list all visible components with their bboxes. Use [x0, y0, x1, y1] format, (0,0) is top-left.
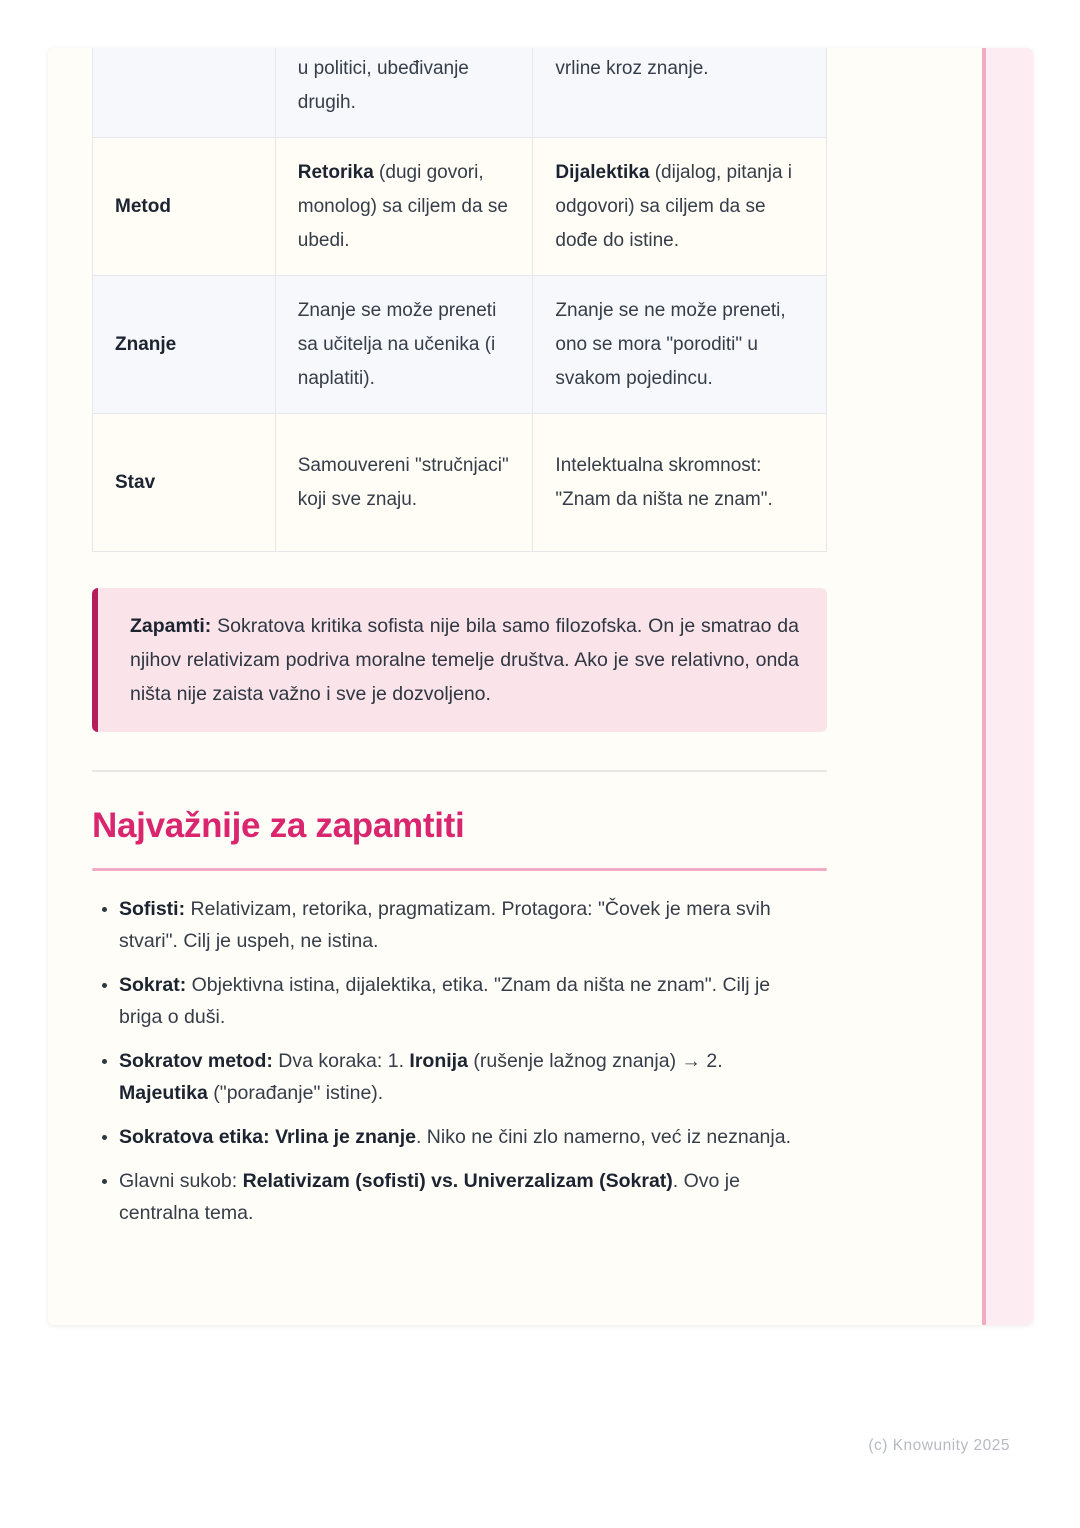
table-row-label: Znanje — [93, 276, 276, 414]
section-title-underline — [92, 868, 827, 871]
page-right-accent-strip — [982, 48, 1033, 1325]
table-cell-sokrat: vrline kroz znanje. — [533, 48, 827, 138]
table-cell-sofisti: Retorika (dugi govori, monolog) sa ciljem da se ubedi. — [275, 138, 533, 276]
table-row-label: Metod — [93, 138, 276, 276]
section-divider — [92, 770, 827, 772]
table-cell-sofisti: Znanje se može preneti sa učitelja na učenika (i naplatiti). — [275, 276, 533, 414]
summary-item-sofisti: • Sofisti: Relativizam, retorika, pragmatizam. Protagora: "Čovek je mera svih stvari". Cilj je uspeh, ne istina. — [119, 893, 812, 957]
table-cell-sokrat: Dijalektika (dijalog, pitanja i odgovori) sa ciljem da se dođe do istine. — [533, 138, 827, 276]
section-title: Najvažnije za zapamtiti — [92, 806, 465, 845]
table-row — [93, 414, 827, 552]
notes-page-card — [48, 48, 1033, 1325]
summary-item-sokrat: • Sokrat: Objektivna istina, dijalektika, etika. "Znam da ništa ne znam". Cilj je briga o duši. — [119, 969, 812, 1033]
table-row — [93, 48, 827, 138]
table-row-label — [93, 48, 276, 138]
table-row — [93, 276, 827, 414]
comparison-table — [92, 48, 827, 552]
table-cell-sofisti: Samouvereni "stručnjaci" koji sve znaju. — [275, 414, 533, 552]
summary-item-sokratova-etika: • Sokratova etika: Vrlina je znanje. Niko ne čini zlo namerno, već iz neznanja. — [119, 1121, 812, 1153]
copyright-footer: (c) Knowunity 2025 — [868, 1437, 1010, 1454]
table-row-label: Stav — [93, 414, 276, 552]
page-content — [92, 48, 827, 1241]
summary-list — [92, 893, 812, 1229]
table-row — [93, 138, 827, 276]
summary-item-sokratov-metod: • Sokratov metod: Dva koraka: 1. Ironija (rušenje lažnog znanja) → 2. Majeutika ("porađanje" istine). — [119, 1045, 812, 1109]
table-cell-sofisti: u politici, ubeđivanje drugih. — [275, 48, 533, 138]
summary-item-glavni-sukob: • Glavni sukob: Relativizam (sofisti) vs. Univerzalizam (Sokrat). Ovo je centralna tema. — [119, 1165, 812, 1229]
reminder-callout: Zapamti: Sokratova kritika sofista nije bila samo filozofska. On je smatrao da njihov relativizam podriva moralne temelje društva. Ako je sve relativno, onda ništa nije zaista važno i sve je dozvoljeno. — [92, 588, 827, 732]
table-cell-sokrat: Intelektualna skromnost: "Znam da ništa ne znam". — [533, 414, 827, 552]
table-cell-sokrat: Znanje se ne može preneti, ono se mora "poroditi" u svakom pojedincu. — [533, 276, 827, 414]
